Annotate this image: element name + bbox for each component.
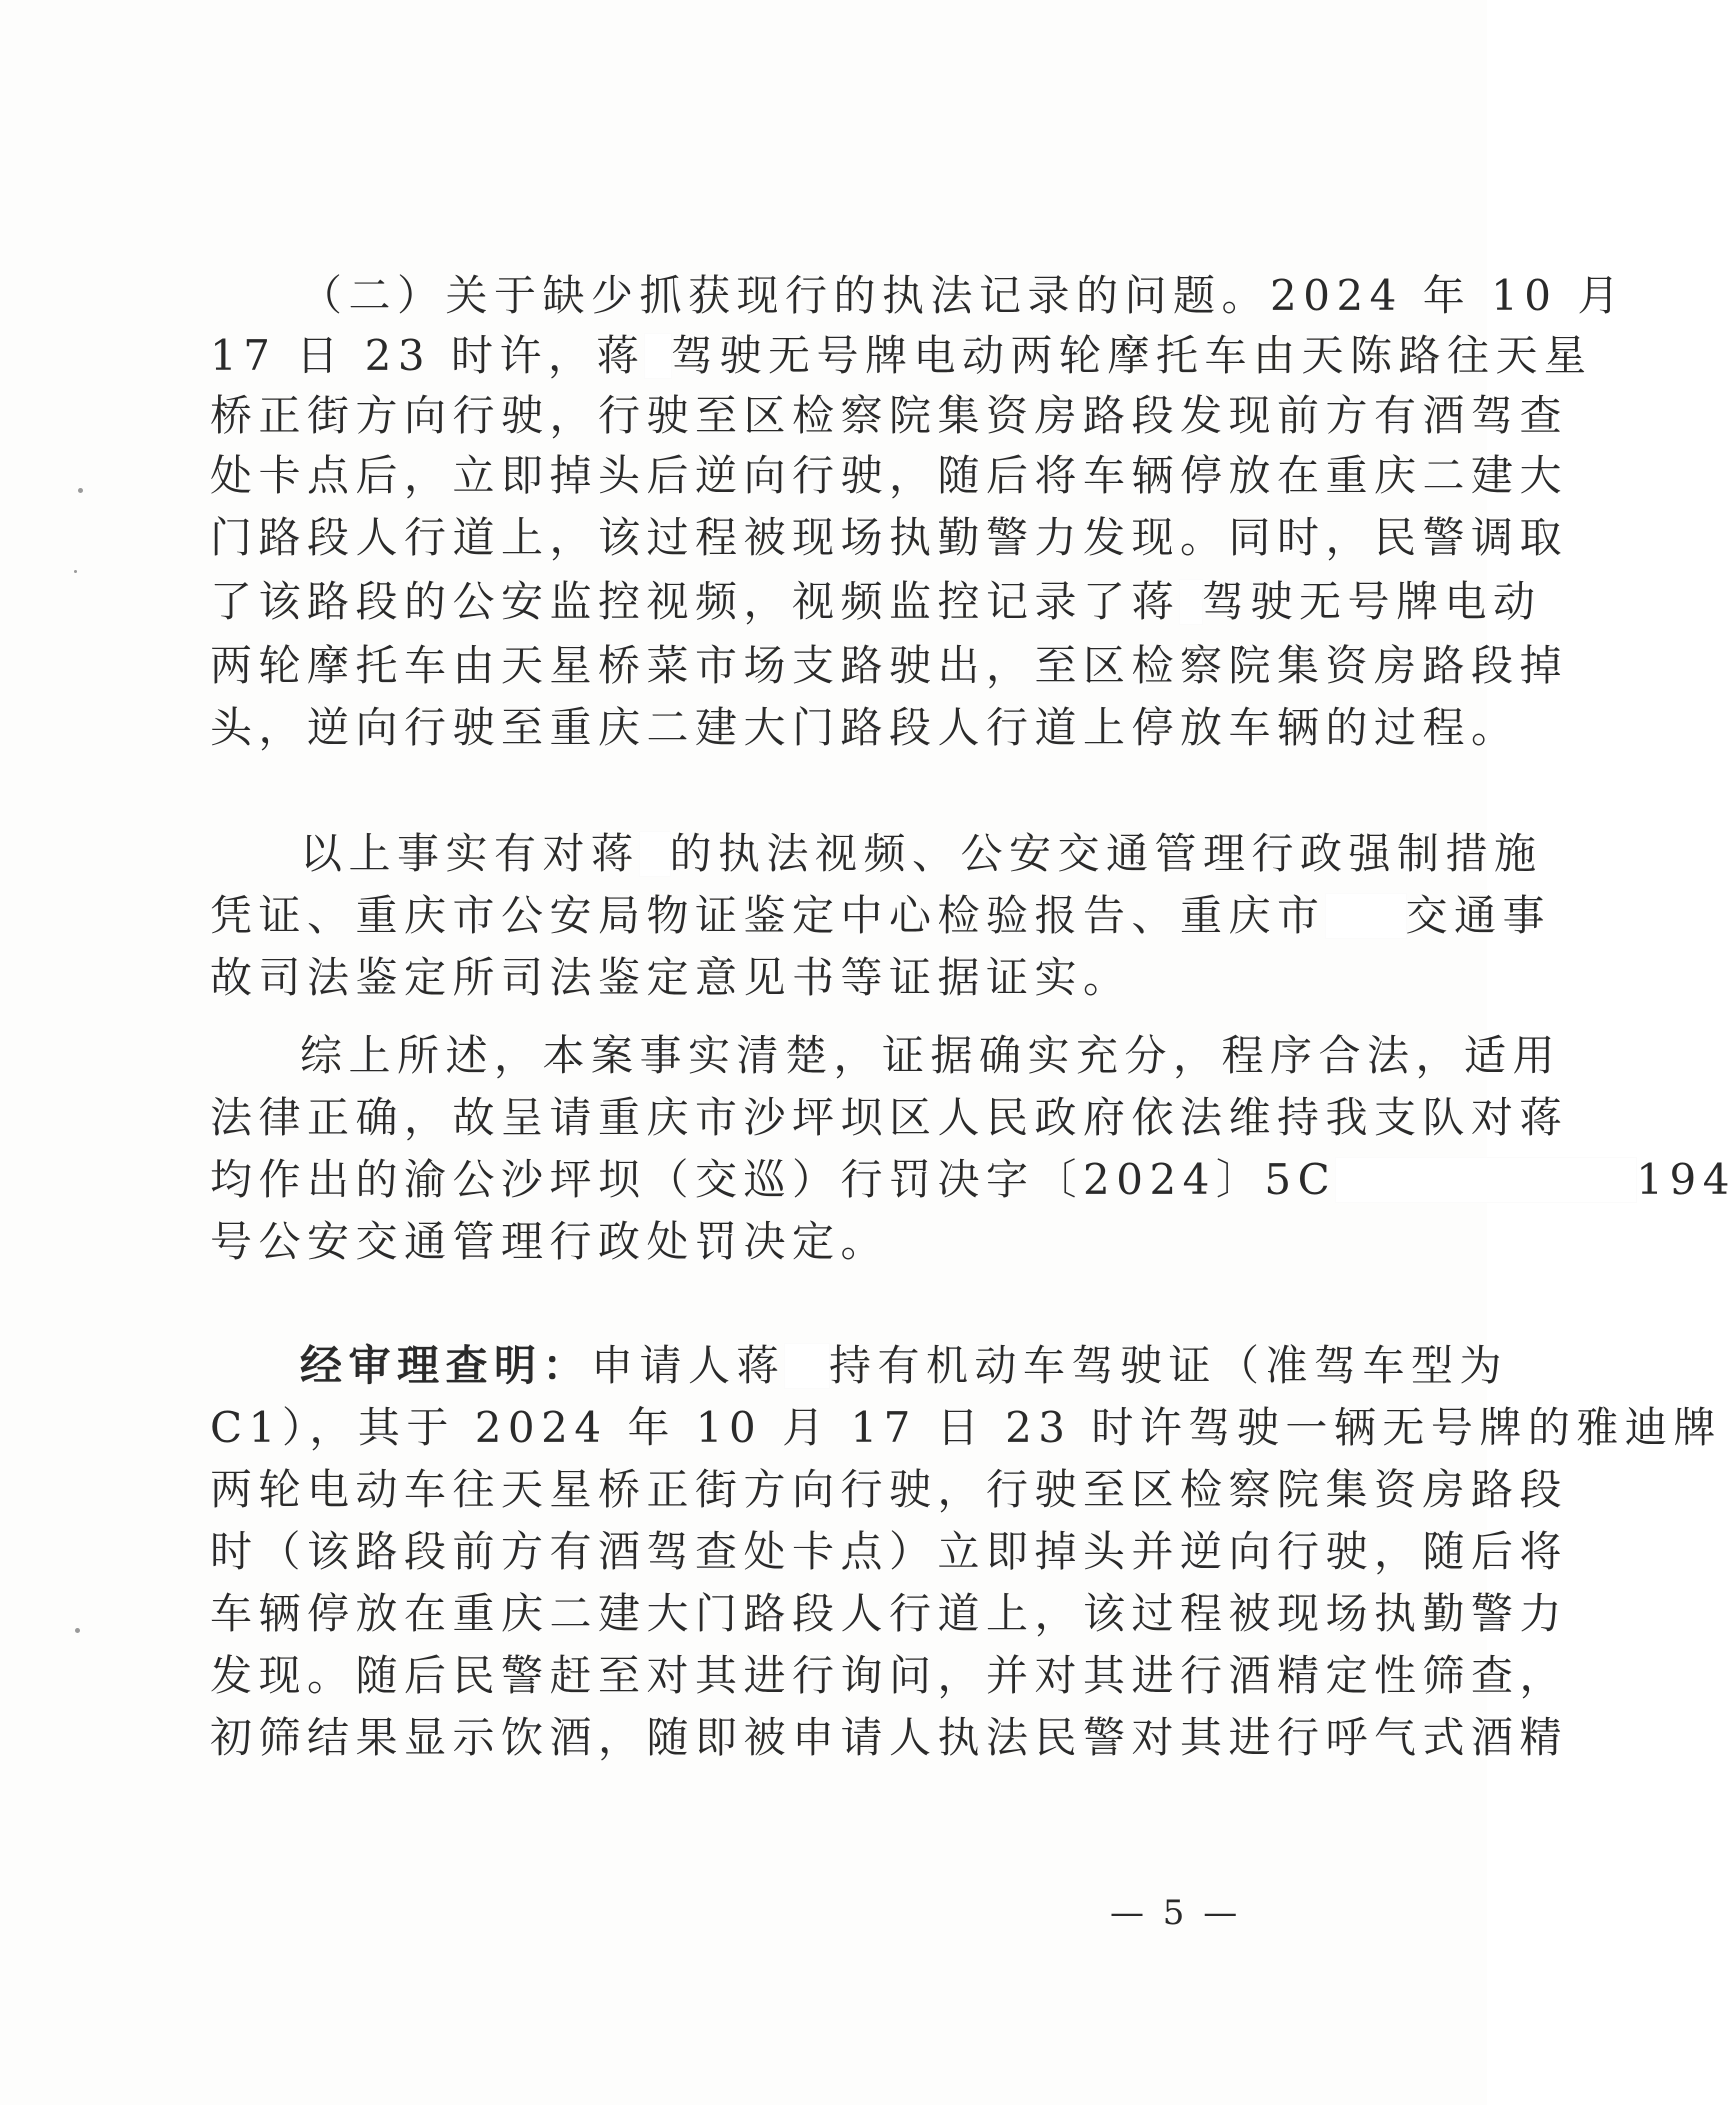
page-number: — 5 — [1110,1893,1242,1933]
text-segment: 初筛结果显示饮酒，随即被申请人执法民警对其进行呼气式酒精 [210,1713,1569,1762]
text-segment: 两轮电动车往天星桥正街方向行驶，行驶至区检察院集资房路段 [210,1465,1569,1514]
text-segment: 持有机动车驾驶证（准驾车型为 [829,1341,1509,1390]
text-segment: 门路段人行道上，该过程被现场执勤警力发现。同时，民警调取 [210,513,1569,562]
text-line [300,828,1543,880]
section-heading: 经审理查明： [300,1341,592,1390]
text-segment: 时（该路段前方有酒驾查处卡点）立即掉头并逆向行驶，随后将 [210,1527,1569,1576]
scan-speck [75,1628,80,1633]
text-segment: 了该路段的公安监控视频，视频监控记录了蒋 [210,577,1181,626]
text-segment: 法律正确，故呈请重庆市沙坪坝区人民政府依法维持我支队对蒋 [210,1093,1569,1142]
text-line [210,1464,1569,1516]
scan-speck [74,570,77,573]
text-segment: 驾驶无号牌电动两轮摩托车由天陈路往天星 [670,331,1593,380]
scan-speck [78,488,83,493]
text-line [210,450,1569,502]
redaction-block [1326,894,1406,938]
text-line [300,270,1626,322]
text-segment: 头，逆向行驶至重庆二建大门路段人行道上停放车辆的过程。 [210,703,1520,752]
text-segment: C1），其于 2024 年 10 月 17 日 23 时许驾驶一辆无号牌的雅迪牌 [210,1403,1722,1452]
text-line [300,1340,1509,1392]
text-segment: 故司法鉴定所司法鉴定意见书等证据证实。 [210,953,1132,1002]
text-segment: 申请人蒋 [591,1341,786,1390]
text-segment: 桥正街方向行驶，行驶至区检察院集资房路段发现前方有酒驾查 [210,391,1569,440]
text-line [210,1154,1736,1206]
text-segment: 驾驶无号牌电动 [1202,577,1542,626]
text-line [210,390,1569,442]
text-segment: 194 [1636,1155,1736,1204]
redaction-block [1180,580,1202,624]
text-line [210,952,1290,1004]
text-line [210,702,1520,754]
text-segment: 两轮摩托车由天星桥菜市场支路驶出，至区检察院集资房路段掉 [210,641,1569,690]
text-line [210,1712,1569,1764]
redaction-block [1336,1158,1636,1202]
text-segment: 处卡点后，立即掉头后逆向行驶，随后将车辆停放在重庆二建大 [210,451,1569,500]
text-segment: 车辆停放在重庆二建大门路段人行道上，该过程被现场执勤警力 [210,1589,1569,1638]
text-line [210,640,1569,692]
text-line [210,1650,1569,1702]
text-segment: 的执法视频、公安交通管理行政强制措施 [669,829,1543,878]
text-segment: 交通事 [1405,891,1552,940]
text-segment: 发现。随后民警赶至对其进行询问，并对其进行酒精定性筛查， [210,1651,1569,1700]
text-line [210,890,1552,942]
text-segment: 17 日 23 时许，蒋 [210,331,645,380]
text-line [210,1588,1569,1640]
text-line [300,1030,1562,1082]
text-segment: 以上事实有对蒋 [300,829,640,878]
text-segment: 凭证、重庆市公安局物证鉴定中心检验报告、重庆市 [210,891,1326,940]
text-segment: 均作出的渝公沙坪坝（交巡）行罚决字〔2024〕5C [210,1155,1337,1204]
redaction-block [640,832,670,876]
text-line [210,512,1569,564]
text-line [210,576,1542,628]
redaction-block [785,1344,829,1388]
text-segment: 号公安交通管理行政处罚决定。 [210,1217,890,1266]
redaction-block [645,334,671,378]
text-line [210,1402,1722,1454]
text-line [210,330,1593,382]
text-line [210,1092,1569,1144]
text-line [210,1526,1569,1578]
text-segment: 综上所述，本案事实清楚，证据确实充分，程序合法，适用 [300,1031,1562,1080]
text-segment: （二）关于缺少抓获现行的执法记录的问题。2024 年 10 月 [300,271,1626,320]
text-line [210,1216,1290,1268]
